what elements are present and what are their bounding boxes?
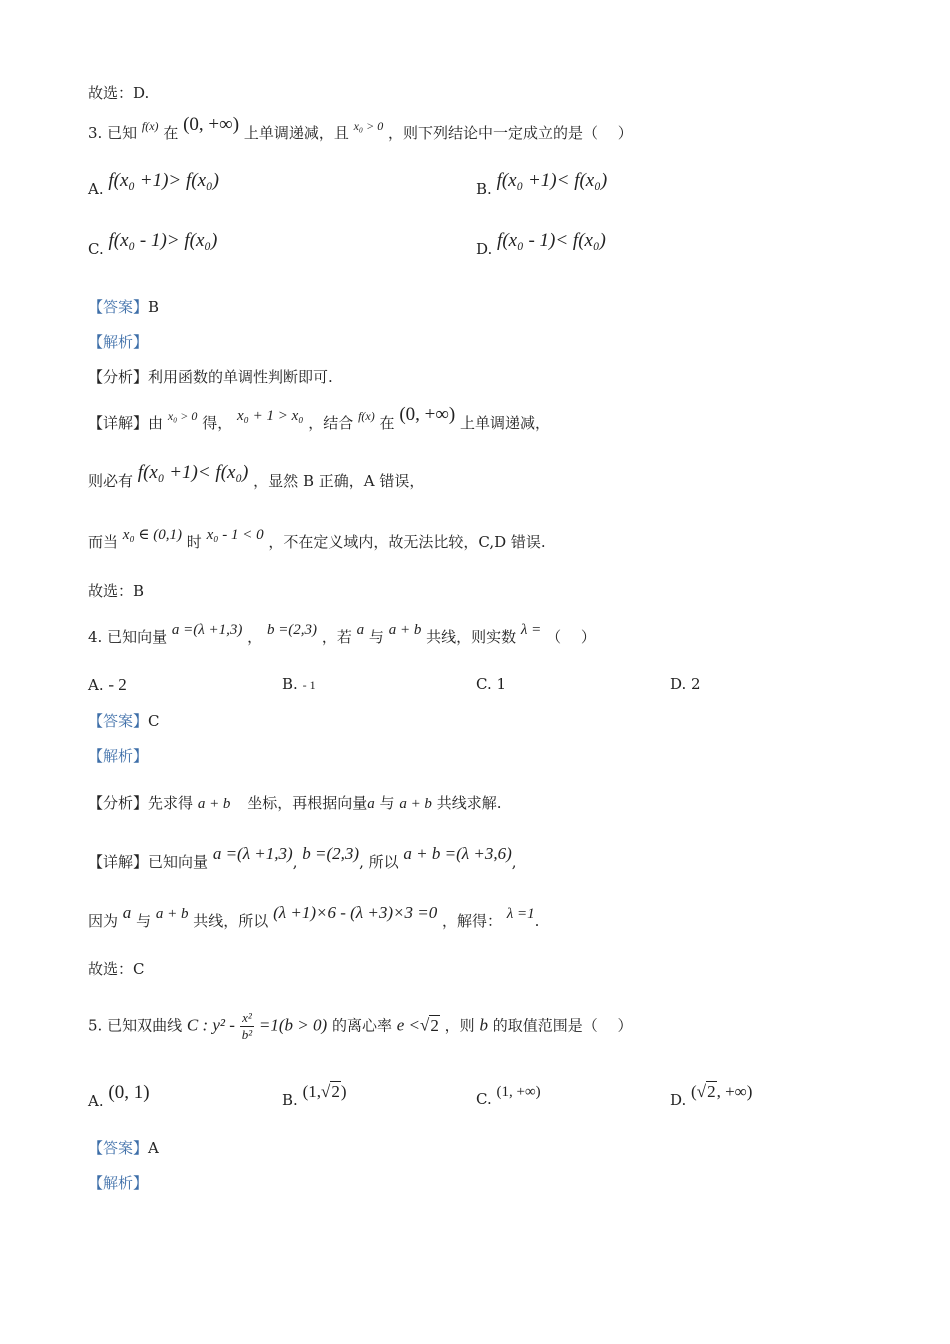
prev-conclusion: 故选：D. bbox=[88, 84, 150, 102]
q5-stem: 5. 已知双曲线 C : y² - $\frac{\text{x²}}{\text{b²}}$ =1(b > 0) 的离心率 e <√2 ，则 b 的取值范围是（ ） bbox=[88, 1010, 633, 1042]
q4-analysis: 【分析】先求得 a + b 坐标，再根据向量a 与 a + b 共线求解. bbox=[88, 794, 502, 812]
q3-interval: (0, +∞) bbox=[183, 114, 240, 135]
q3-detail-line2: 则必有 f(x₀ +1)< f(x₀) ，显然 B 正确，A 错误， bbox=[88, 462, 425, 490]
q5-fraction: $\frac{\text{x²}}{\text{b²}}$ bbox=[241, 1010, 253, 1042]
q3-cond: x₀ > 0 bbox=[353, 119, 384, 133]
q3-analysis: 【分析】利用函数的单调性判断即可. bbox=[88, 368, 333, 386]
q3-answer: 【答案】B bbox=[88, 298, 160, 316]
q4-option-a: A. - 2 bbox=[88, 675, 127, 694]
q4-stem: 4. 已知向量 a =(λ +1,3) ， b =(2,3) ，若 a 与 a + b 共线，则实数 λ = （ ） bbox=[88, 622, 596, 646]
q5-option-b: B. (1,√2) bbox=[282, 1082, 347, 1109]
q4-detail-line2: 因为 a 与 a + b 共线，所以 (λ +1)×6 - (λ +3)×3 =0 ，解得： λ =1. bbox=[88, 903, 540, 930]
q3-detail-line3: 而当 x₀ ∈ (0,1) 时 x₀ - 1 < 0 ，不在定义域内，故无法比较，C,D 错误. bbox=[88, 527, 546, 551]
q4-conclusion: 故选：C bbox=[88, 960, 145, 978]
q4-option-d: D. 2 bbox=[670, 675, 701, 693]
q3-jiexi: 【解析】 bbox=[88, 333, 149, 351]
q3-option-b: B. f(x₀ +1)< f(x₀) bbox=[476, 170, 608, 198]
q5-option-d: D. (√2, +∞) bbox=[670, 1082, 753, 1109]
q4-number: 4. 已知向量 bbox=[88, 628, 168, 646]
q3-number: 3. 已知 bbox=[88, 124, 138, 142]
q5-jiexi: 【解析】 bbox=[88, 1174, 149, 1192]
q5-option-a: A. (0, 1) bbox=[88, 1082, 150, 1110]
q4-option-c: C. 1 bbox=[476, 675, 507, 693]
q3-option-c: C. f(x₀ - 1)> f(x₀) bbox=[88, 230, 218, 258]
q3-option-a: A. f(x₀ +1)> f(x₀) bbox=[88, 170, 219, 198]
q3-option-d: D. f(x₀ - 1)< f(x₀) bbox=[476, 230, 606, 258]
q3-stem: 3. 已知 $^{f(x)}$ 在 (0, +∞) 上单调递减，且 $^{x_0 > 0}$ ，则下列结论中一定成立的是（ ） bbox=[88, 114, 633, 142]
q4-jiexi: 【解析】 bbox=[88, 747, 149, 765]
q5-answer: 【答案】A bbox=[88, 1139, 159, 1157]
q3-fx: f(x) bbox=[141, 119, 159, 133]
q4-option-b: B. - 1 bbox=[282, 675, 316, 693]
q5-option-c: C. (1, +∞) bbox=[476, 1084, 541, 1108]
q4-answer: 【答案】C bbox=[88, 712, 160, 730]
q3-detail-line1: 【详解】由 $^{x_0 > 0}$ 得， x₀ + 1 > x₀ ，结合 $^{f(x)}$ 在 (0, +∞) 上单调递减， bbox=[88, 404, 551, 432]
q4-detail-line1: 【详解】已知向量 a =(λ +1,3), b =(2,3), 所以 a + b =(λ +3,6), bbox=[88, 844, 517, 871]
q5-number: 5. 已知双曲线 bbox=[88, 1016, 183, 1035]
q5-sqrt: √2 bbox=[420, 1015, 439, 1035]
q3-conclusion: 故选：B bbox=[88, 582, 145, 600]
